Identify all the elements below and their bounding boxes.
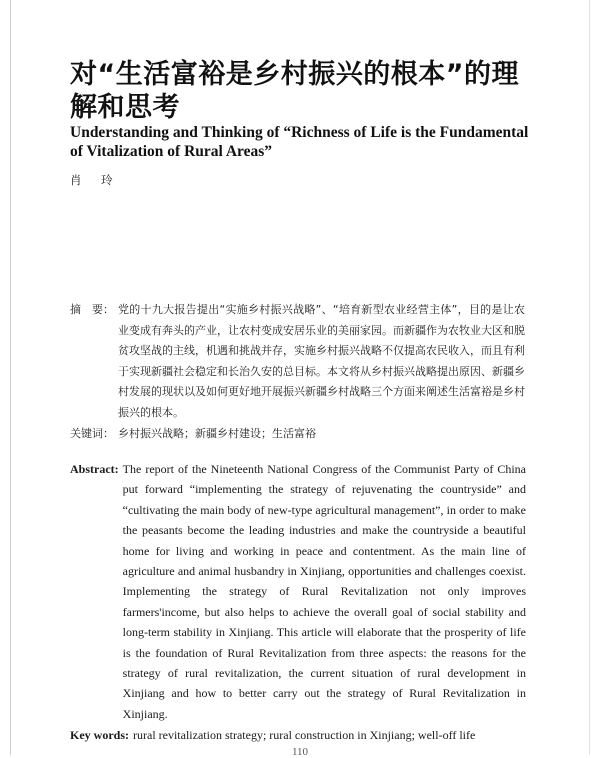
page-left-edge	[10, 0, 11, 755]
keywords-chinese	[70, 424, 525, 445]
abstract-english-label: Abstract:	[70, 462, 119, 476]
author-name: 肖 玲	[70, 173, 121, 187]
abstract-chinese-section	[70, 300, 525, 445]
page-right-edge	[589, 0, 590, 755]
abstract-english	[70, 459, 526, 724]
keywords-english-label: Key words:	[70, 728, 129, 743]
keywords-chinese-text: 乡村振兴战略；新疆乡村建设；生活富裕	[118, 427, 316, 440]
abstract-chinese-label: 摘 要：	[70, 303, 114, 316]
keywords-english	[70, 725, 526, 745]
title-english: Understanding and Thinking of “Richness of Life is the Fundamental of Vitalization of Rural Areas”	[70, 124, 529, 160]
page-number: 110	[291, 746, 309, 758]
abstract-chinese	[70, 300, 525, 423]
keywords-english-text: rural revitalization strategy; rural construction in Xinjiang; well-off life	[133, 728, 476, 743]
abstract-english-section	[70, 459, 526, 746]
abstract-english-text: The report of the Nineteenth National Congress of the Communist Party of China put forward “implementing the strategy of rejuvenating the countryside” and “cultivating the main body of new-type agricultural management”, in order to make the peasants become the leading industries and make the countryside a beautiful home for living and working in peace and contentment. As the main line of agriculture and animal husbandry in Xinjiang, opportunities and challenges coexist. Implementing the strategy of Rural Revitalization not only improves farmers'income, but also helps to achieve the overall goal of social stability and long-term stability in Xinjiang. This article will elaborate that the prosperity of life is the foundation of Rural Revitalization from three aspects: the reasons for the strategy of rural revitalization, the current situation of rural development in Xinjiang and how to better carry out the strategy of Rural Revitalization in Xinjiang.	[122, 462, 526, 721]
title-chinese: 对“生活富裕是乡村振兴的根本”的理解和思考	[70, 59, 519, 123]
abstract-chinese-text: 党的十九大报告提出“实施乡村振兴战略”、“培育新型农业经营主体”，目的是让农业变成有奔头的产业，让农村变成安居乐业的美丽家园。而新疆作为农牧业大区和脱贫攻坚战的主线，机遇和挑战并存，实施乡村振兴战略不仅提高农民收入，而且有利于实现新疆社会稳定和长治久安的总目标。本文将从乡村振兴战略提出原因、新疆乡村发展的现状以及如何更好地开展振兴新疆乡村战略三个方面来阐述生活富裕是乡村振兴的根本。	[118, 303, 525, 419]
keywords-chinese-label: 关键词：	[70, 427, 114, 440]
